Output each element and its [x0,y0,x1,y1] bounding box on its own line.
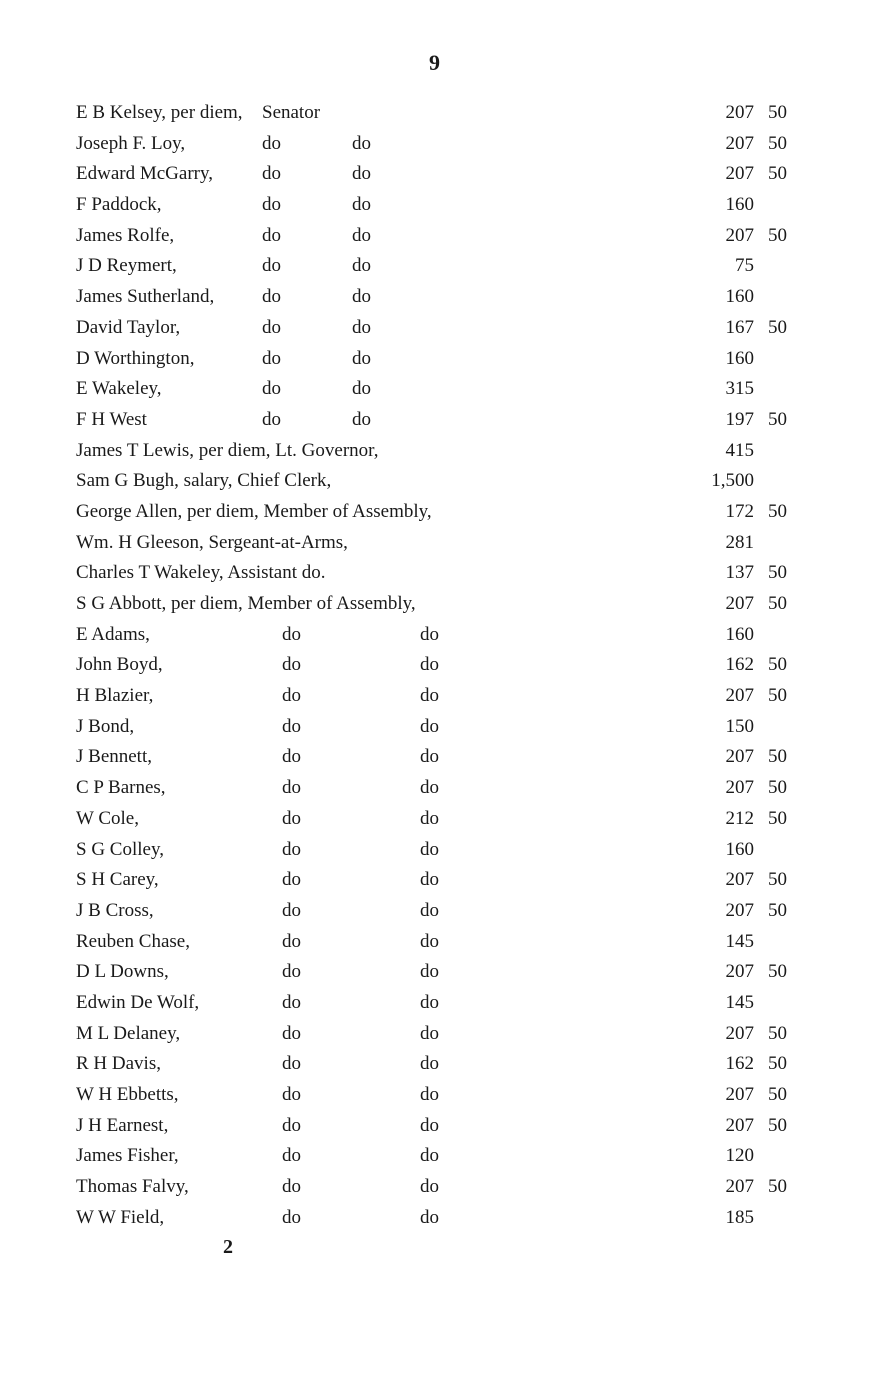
entry-name: J B Cross, [76,899,154,921]
ledger-row [0,835,869,866]
entry-name: C P Barnes, [76,777,166,799]
ledger-row [0,98,869,129]
entry-col1: do [262,347,281,369]
ledger-row [0,957,869,988]
entry-col1: do [282,991,301,1013]
entry-col2: do [420,685,439,707]
ledger-row [0,1049,869,1080]
ledger-row [0,282,869,313]
entry-col1: do [282,777,301,799]
entry-dollars: 160 [725,838,754,860]
entry-cents: 50 [768,408,787,430]
entry-name: J Bennett, [76,746,152,768]
ledger-row [0,681,869,712]
entry-col2: do [420,623,439,645]
entry-dollars: 167 [725,316,754,338]
entry-dollars: 207 [725,1022,754,1044]
entry-col2: do [352,224,371,246]
entry-col1: do [262,378,281,400]
entry-dollars: 207 [725,1084,754,1105]
entry-name: David Taylor, [76,316,181,338]
entry-cents: 50 [768,132,787,154]
entry-name: Reuben Chase, [76,930,190,952]
ledger-row [0,589,869,620]
entry-dollars: 75 [735,255,754,277]
entry-dollars: 207 [725,869,754,891]
entry-dollars: 137 [725,562,754,584]
entry-dollars: 207 [725,132,754,154]
ledger-row [0,251,869,282]
ledger-row [0,804,869,835]
entry-name: S G Abbott, per diem, Member of Assembly, [76,593,416,614]
ledger-row [0,405,869,436]
entry-cents: 50 [768,1176,787,1198]
ledger-row [0,773,869,804]
entry-col2: do [420,1084,439,1105]
entry-col2: do [352,347,371,369]
entry-col1: do [262,255,281,277]
entry-name: H Blazier, [76,685,154,707]
entry-col2: do [420,1114,439,1136]
ledger-row [0,558,869,589]
entry-dollars: 207 [725,224,754,246]
entry-name: W Cole, [76,807,139,829]
ledger-row [0,436,869,467]
entry-dollars: 145 [725,930,754,952]
ledger-row [0,1203,869,1234]
entry-dollars: 185 [725,1206,754,1228]
entry-col1: do [282,869,301,891]
entry-col2: do [420,869,439,891]
entry-name: S H Carey, [76,869,159,891]
entry-col2: do [420,715,439,737]
entry-col1: do [282,930,301,952]
entry-cents: 50 [768,869,787,891]
entry-col1: do [282,838,301,860]
entry-cents: 50 [768,685,787,707]
entry-name: Wm. H Gleeson, Sergeant-at-Arms, [76,531,348,553]
entry-dollars: 207 [725,1114,754,1136]
entry-col1: do [262,194,281,216]
entry-name: F Paddock, [76,194,162,216]
entry-name: James Fisher, [76,1145,179,1167]
entry-cents: 50 [768,102,787,123]
entry-name: J H Earnest, [76,1114,169,1136]
entry-dollars: 207 [725,593,754,614]
entry-dollars: 207 [725,899,754,921]
entry-name: Thomas Falvy, [76,1176,189,1198]
entry-name: E Wakeley, [76,378,162,400]
entry-col2: do [420,991,439,1013]
entry-col1: do [282,1114,301,1136]
entry-name: J Bond, [76,715,135,737]
ledger-row [0,497,869,528]
ledger-row [0,896,869,927]
entry-cents: 50 [768,163,787,185]
entry-dollars: 160 [725,347,754,369]
entry-cents: 50 [768,1053,787,1075]
entry-col2: do [420,838,439,860]
entry-col2: do [352,286,371,308]
entry-dollars: 207 [725,777,754,799]
entry-dollars: 207 [725,685,754,707]
entry-dollars: 207 [725,102,754,123]
entry-dollars: 212 [725,807,754,829]
entry-dollars: 1,500 [711,470,754,492]
entry-col1: do [282,1084,301,1105]
entry-dollars: 150 [725,715,754,737]
entry-dollars: 162 [725,1053,754,1075]
entry-cents: 50 [768,1022,787,1044]
ledger-row [0,712,869,743]
entry-dollars: 120 [725,1145,754,1167]
entry-col1: do [282,685,301,707]
entry-name: Edward McGarry, [76,163,213,185]
entry-col1: Senator [262,102,321,123]
entry-col2: do [420,1022,439,1044]
page-number: 9 [429,50,440,75]
entry-col2: do [420,654,439,676]
ledger-row [0,1080,869,1111]
entry-name: Joseph F. Loy, [76,132,186,154]
entry-cents: 50 [768,899,787,921]
entry-dollars: 145 [725,991,754,1013]
entry-dollars: 415 [725,439,754,461]
entry-col2: do [352,163,371,185]
entry-col2: do [352,132,371,154]
entry-col2: do [420,807,439,829]
ledger-row [0,374,869,405]
ledger-list [0,98,869,1233]
entry-name: Edwin De Wolf, [76,991,200,1013]
entry-col1: do [262,132,281,154]
entry-cents: 50 [768,224,787,246]
entry-name: E Adams, [76,623,150,645]
entry-name: F H West [76,408,147,430]
entry-col1: do [282,807,301,829]
entry-cents: 50 [768,654,787,676]
entry-name: S G Colley, [76,838,164,860]
entry-name: James Sutherland, [76,286,215,308]
ledger-row [0,313,869,344]
entry-col2: do [420,1145,439,1167]
entry-col1: do [262,286,281,308]
entry-col1: do [262,316,281,338]
entry-col1: do [262,408,281,430]
entry-name: Sam G Bugh, salary, Chief Clerk, [76,470,332,492]
ledger-row [0,650,869,681]
entry-col1: do [282,1176,301,1198]
ledger-row [0,1111,869,1142]
entry-cents: 50 [768,562,787,584]
ledger-row [0,742,869,773]
ledger-row [0,1141,869,1172]
entry-dollars: 197 [725,408,754,430]
entry-cents: 50 [768,807,787,829]
entry-cents: 50 [768,500,787,522]
entry-col2: do [352,194,371,216]
entry-cents: 50 [768,1114,787,1136]
entry-col2: do [420,1176,439,1198]
entry-name: James T Lewis, per diem, Lt. Governor, [76,439,379,461]
entry-dollars: 162 [725,654,754,676]
ledger-row [0,221,869,252]
entry-name: R H Davis, [76,1053,161,1075]
entry-col2: do [352,316,371,338]
entry-col2: do [420,777,439,799]
entry-cents: 50 [768,746,787,768]
entry-dollars: 207 [725,1176,754,1198]
entry-name: D Worthington, [76,347,195,369]
entry-dollars: 207 [725,746,754,768]
entry-dollars: 160 [725,623,754,645]
entry-col2: do [420,1053,439,1075]
entry-col2: do [420,1206,439,1228]
entry-name: E B Kelsey, per diem, [76,102,243,123]
entry-cents: 50 [768,1084,787,1105]
entry-col2: do [420,899,439,921]
entry-dollars: 160 [725,286,754,308]
entry-col2: do [352,408,371,430]
entry-col1: do [262,163,281,185]
ledger-row [0,620,869,651]
ledger-row [0,927,869,958]
entry-col1: do [282,1022,301,1044]
entry-col2: do [420,961,439,983]
entry-name: James Rolfe, [76,224,175,246]
entry-cents: 50 [768,961,787,983]
entry-col2: do [352,255,371,277]
entry-name: George Allen, per diem, Member of Assembly, [76,500,432,522]
entry-col1: do [282,623,301,645]
entry-col2: do [352,378,371,400]
ledger-row [0,528,869,559]
entry-cents: 50 [768,316,787,338]
ledger-row [0,129,869,160]
ledger-row [0,1172,869,1203]
entry-col1: do [262,224,281,246]
entry-cents: 50 [768,777,787,799]
entry-dollars: 160 [725,194,754,216]
entry-col1: do [282,961,301,983]
entry-col1: do [282,1053,301,1075]
entry-dollars: 207 [725,163,754,185]
entry-name: John Boyd, [76,654,163,676]
entry-name: Charles T Wakeley, Assistant do. [76,562,326,584]
entry-name: W W Field, [76,1206,165,1228]
ledger-row [0,159,869,190]
entry-dollars: 172 [725,500,754,522]
entry-col2: do [420,930,439,952]
entry-dollars: 281 [725,531,754,553]
entry-dollars: 315 [725,378,754,400]
entry-cents: 50 [768,593,787,614]
entry-dollars: 207 [725,961,754,983]
entry-name: M L Delaney, [76,1022,181,1044]
entry-col1: do [282,1206,301,1228]
ledger-row [0,865,869,896]
entry-name: J D Reymert, [76,255,177,277]
ledger-row [0,466,869,497]
ledger-row [0,988,869,1019]
entry-col1: do [282,715,301,737]
ledger-row [0,190,869,221]
entry-col2: do [420,746,439,768]
ledger-row [0,1019,869,1050]
entry-col1: do [282,654,301,676]
entry-col1: do [282,1145,301,1167]
entry-name: W H Ebbetts, [76,1084,179,1105]
entry-col1: do [282,746,301,768]
entry-col1: do [282,899,301,921]
entry-name: D L Downs, [76,961,169,983]
ledger-row [0,344,869,375]
signature-mark: 2 [223,1236,233,1258]
